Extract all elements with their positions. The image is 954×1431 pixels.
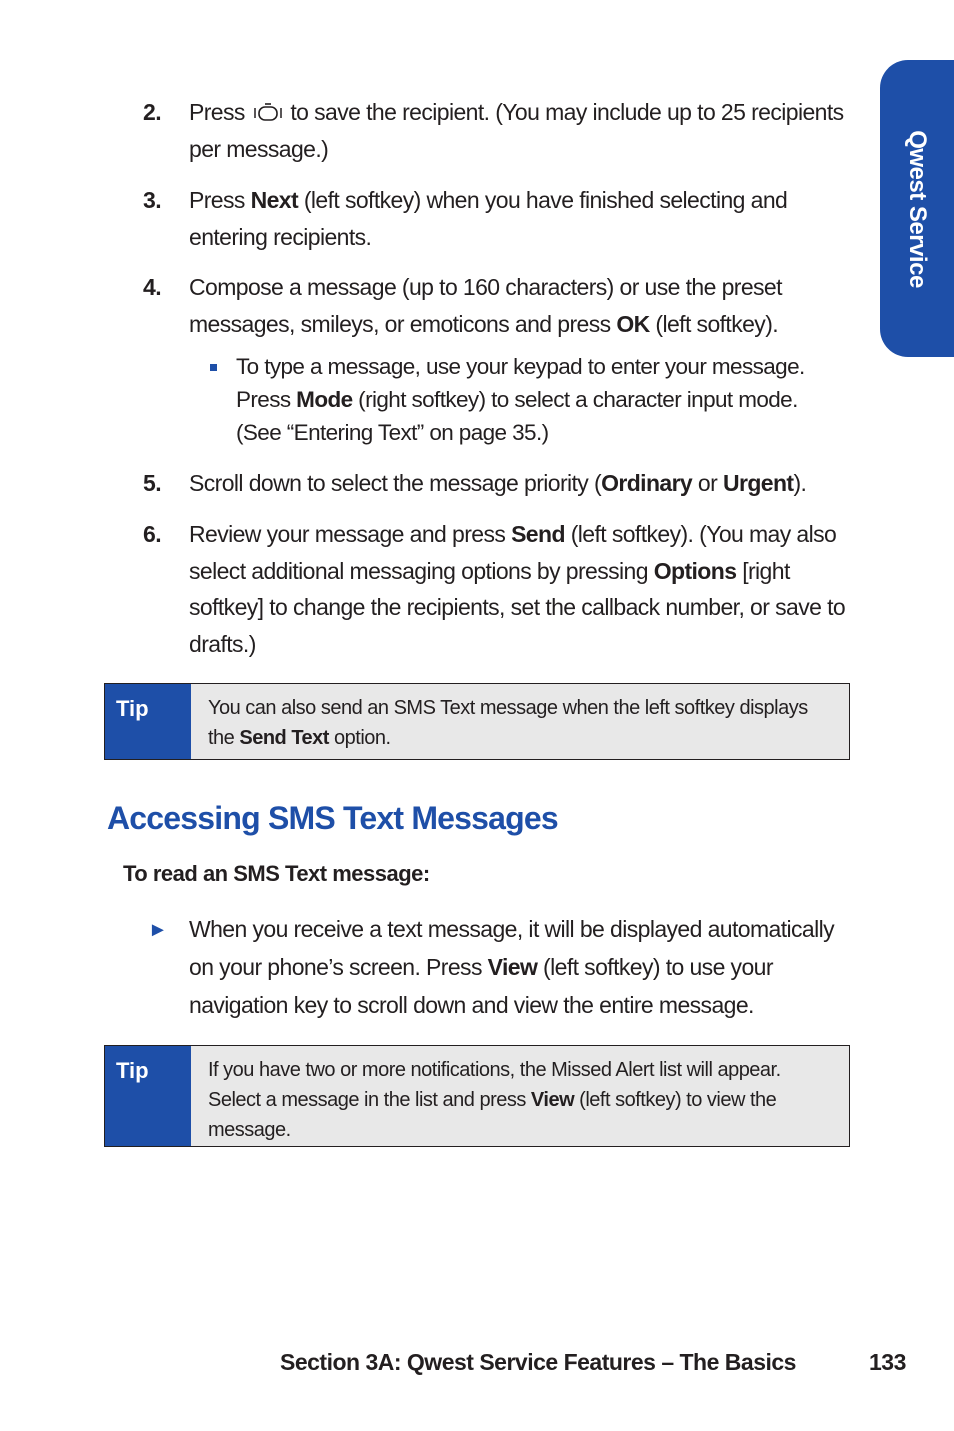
bold-term: Ordinary (601, 470, 693, 496)
tip-text: You can also send an SMS Text message when the left softkey displays the Send Text option. (208, 697, 808, 749)
section-heading: Accessing SMS Text Messages (107, 800, 558, 836)
tip-box (104, 683, 850, 760)
bold-term: OK (616, 310, 650, 337)
step-text: Review your message and press Send (left softkey). (You may also select additional messaging options by pressing Options [right softkey] to change the recipients, set the callback number, or save to drafts.) (189, 521, 846, 657)
bold-term: Options (653, 557, 737, 584)
arrow-item (148, 910, 858, 1024)
bullet-item (210, 350, 840, 449)
step-text: Press Next (left softkey) when you have finished selecting and entering recipients. (189, 187, 788, 250)
tip-label: Tip (105, 1046, 191, 1146)
menu-ok-key-icon (251, 97, 285, 117)
step-text: Press to save the recipient. (You may include up to 25 recipients per message.) (189, 99, 844, 162)
tip-text: If you have two or more notifications, the Missed Alert list will appear. Select a message in the list and press View (left softkey) to view the message. (208, 1059, 781, 1141)
step-2 (143, 94, 858, 167)
arrow-item-text: When you receive a text message, it will be displayed automatically on your phone’s screen. Press View (left softkey) to use your navigation key to scroll down and view the entire message. (189, 916, 835, 1018)
step-6 (143, 516, 858, 662)
bold-term: View (530, 1089, 575, 1111)
step-5 (143, 465, 858, 502)
bold-term: View (487, 954, 538, 980)
procedure-subheading: To read an SMS Text message: (123, 861, 430, 886)
step-3 (143, 182, 858, 255)
square-bullet-icon (210, 364, 217, 371)
bullet-text: To type a message, use your keypad to enter your message. Press Mode (right softkey) to select a character input mode. (See “Entering Text” on page 35.) (236, 354, 805, 445)
bold-term: Send (511, 521, 565, 547)
step-text: Scroll down to select the message priority (Ordinary or Urgent). (189, 470, 807, 496)
step-text: Compose a message (up to 160 characters) or use the preset messages, smileys, or emoticons and press OK (left softkey). (189, 274, 782, 337)
bold-term: Urgent (722, 470, 794, 496)
step-number: 2. (143, 99, 161, 125)
page-number: 133 (869, 1349, 906, 1375)
step-number: 5. (143, 470, 161, 496)
step-4 (143, 269, 858, 342)
bold-term: Mode (296, 387, 353, 412)
tip-label: Tip (105, 684, 191, 759)
tip-box (104, 1045, 850, 1147)
step-number: 6. (143, 521, 161, 547)
step-number: 4. (143, 274, 161, 300)
footer-section-title: Section 3A: Qwest Service Features – The Basics (280, 1349, 796, 1375)
step-number: 3. (143, 187, 161, 213)
bold-term: Next (250, 187, 299, 213)
side-tab-label: Qwest Service (904, 129, 931, 288)
bold-term: Send Text (239, 727, 329, 749)
right-arrow-icon: ► (148, 919, 168, 941)
side-tab (880, 60, 954, 357)
